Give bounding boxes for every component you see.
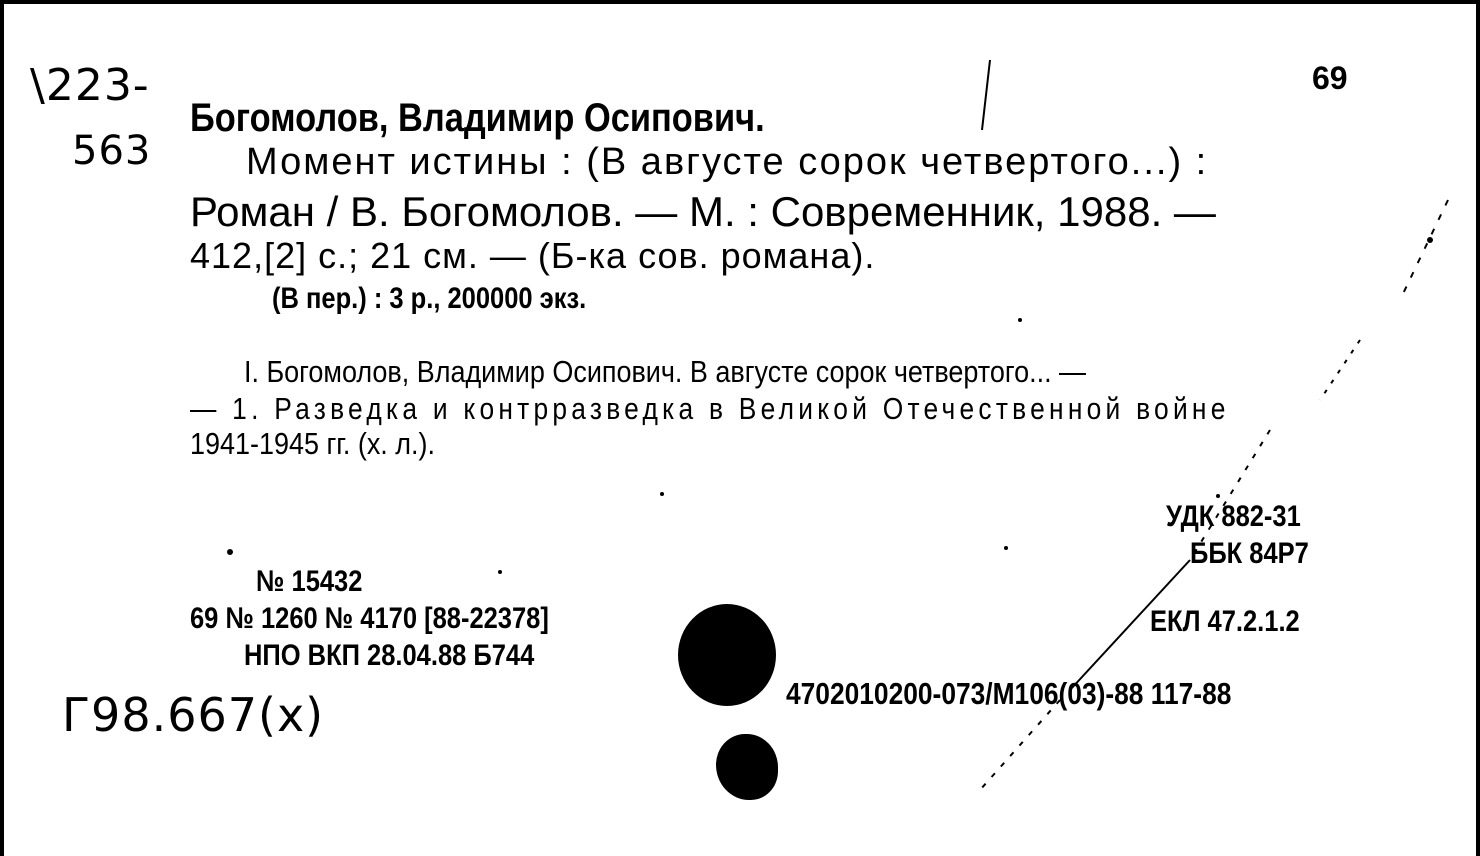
punch-hole-small	[716, 734, 778, 800]
subject-line-3: 1941-1945 гг. (х. л.).	[190, 426, 436, 461]
title-line-2: Роман / В. Богомолов. — М. : Современник, 1988. —	[190, 188, 1216, 235]
bbk-code: ББК 84Р7	[1190, 537, 1309, 570]
udk-code: УДК 882-31	[1166, 500, 1301, 533]
ekl-code: ЕКЛ 47.2.1.2	[1150, 605, 1300, 638]
page-number: 69	[1312, 60, 1348, 96]
record-number: № 15432	[256, 565, 363, 598]
inventory-number-handwritten: Г98.667(х)	[62, 688, 325, 742]
title-line-3: 412,[2] с.; 21 см. — (Б-ка сов. романа).	[190, 235, 876, 276]
title-line-1: Момент истины : (В августе сорок четвертого...) :	[246, 141, 1209, 183]
publisher-code: НПО ВКП 28.04.88 Б744	[244, 639, 535, 672]
punch-hole-large	[678, 604, 776, 706]
shelf-mark-line-2: 563	[72, 128, 152, 174]
isbn-code: 4702010200-073/М106(03)-88 117-88	[786, 676, 1232, 711]
subject-line-1: I. Богомолов, Владимир Осипович. В августе сорок четвертого... —	[244, 354, 1087, 389]
order-line: 69 № 1260 № 4170 [88-22378]	[190, 602, 549, 635]
shelf-mark-line-1: \223-	[30, 60, 150, 111]
price-line: (В пер.) : 3 р., 200000 экз.	[272, 282, 587, 315]
author-heading: Богомолов, Владимир Осипович.	[190, 96, 765, 140]
subject-line-2: — 1. Разведка и контрразведка в Великой Отечественной войне	[190, 391, 1230, 426]
